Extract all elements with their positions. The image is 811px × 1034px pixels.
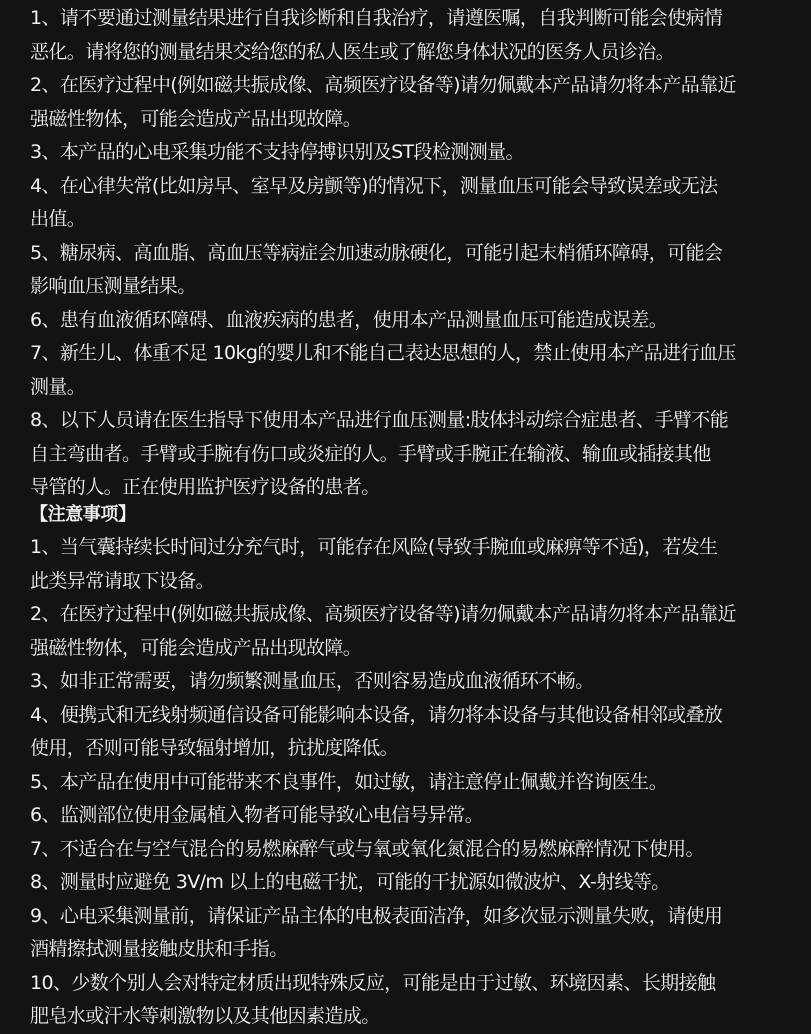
- text-line: 影响血压测量结果。: [30, 275, 196, 297]
- text-line: 5、本产品在使用中可能带来不良事件，如过敏，请注意停止佩戴并咨询医生。: [30, 770, 668, 793]
- precautions-list: [30, 2, 790, 505]
- text-line: 4、在心律失常(比如房早、室早及房颤等)的情况下，测量血压可能会导致误差或无法: [30, 174, 718, 197]
- text-line: 7、不适合在与空气混合的易燃麻醉气或与氧或氧化氮混合的易燃麻醉情况下使用。: [30, 837, 704, 860]
- text-line: 9、心电采集测量前，请保证产品主体的电极表面洁净，如多次显示测量失败，请使用: [30, 904, 723, 927]
- text-line: 8、测量时应避免 3V/m 以上的电磁干扰，可能的干扰源如微波炉、X-射线等。: [30, 871, 670, 893]
- text-line: 使用，否则可能导致辐射增加，抗扰度降低。: [30, 737, 399, 759]
- text-line: 1、请不要通过测量结果进行自我诊断和自我治疗，请遵医嘱，自我判断可能会使病情: [30, 7, 723, 29]
- text-line: 1、当气囊持续长时间过分充气时，可能存在风险(导致手腕血或麻痹等不适)，若发生: [30, 536, 718, 558]
- notes-list: [30, 531, 790, 1034]
- text-line: 自主弯曲者。手臂或手腕有伤口或炎症的人。手臂或手腕正在输液、输血或插接其他: [30, 442, 711, 465]
- section-heading: 【注意事项】: [30, 504, 136, 525]
- text-line: 6、监测部位使用金属植入物者可能导致心电信号异常。: [30, 804, 484, 826]
- text-line: 2、在医疗过程中(例如磁共振成像、高频医疗设备等)请勿佩戴本产品请勿将本产品靠近: [30, 74, 736, 96]
- text-line: 5、糖尿病、高血脂、高血压等病症会加速动脉硬化，可能引起末梢循环障碍，可能会: [30, 241, 723, 264]
- text-line: 6、患有血液循环障碍、血液疾病的患者，使用本产品测量血压可能造成误差。: [30, 308, 668, 331]
- text-line: 3、如非正常需要，请勿频繁测量血压，否则容易造成血液循环不畅。: [30, 670, 594, 692]
- text-line: 3、本产品的心电采集功能不支持停搏识别及ST段检测测量。: [30, 141, 524, 163]
- text-line: 恶化。请将您的测量结果交给您的私人医生或了解您身体状况的医务人员诊治。: [30, 40, 675, 63]
- text-line: 测量。: [30, 375, 86, 398]
- text-line: 7、新生儿、体重不足 10kg的婴儿和不能自己表达思想的人，禁止使用本产品进行血压: [30, 342, 736, 364]
- text-line: 2、在医疗过程中(例如磁共振成像、高频医疗设备等)请勿佩戴本产品请勿将本产品靠近: [30, 603, 736, 625]
- text-line: 酒精擦拭测量接触皮肤和手指。: [30, 938, 288, 960]
- text-line: 导管的人。正在使用监护医疗设备的患者。: [30, 476, 380, 498]
- text-line: 10、少数个别人会对特定材质出现特殊反应，可能是由于过敏、环境因素、长期接触: [30, 971, 716, 994]
- text-line: 8、以下人员请在医生指导下使用本产品进行血压测量:肢体抖动综合症患者、手臂不能: [30, 409, 729, 431]
- text-line: 此类异常请取下设备。: [30, 569, 215, 592]
- text-line: 强磁性物体，可能会造成产品出现故障。: [30, 107, 362, 130]
- text-line: 4、便携式和无线射频通信设备可能影响本设备，请勿将本设备与其他设备相邻或叠放: [30, 703, 723, 726]
- text-line: 出值。: [30, 208, 86, 230]
- text-line: 强磁性物体，可能会造成产品出现故障。: [30, 636, 362, 659]
- text-line: 肥皂水或汗水等刺激物以及其他因素造成。: [30, 1005, 380, 1027]
